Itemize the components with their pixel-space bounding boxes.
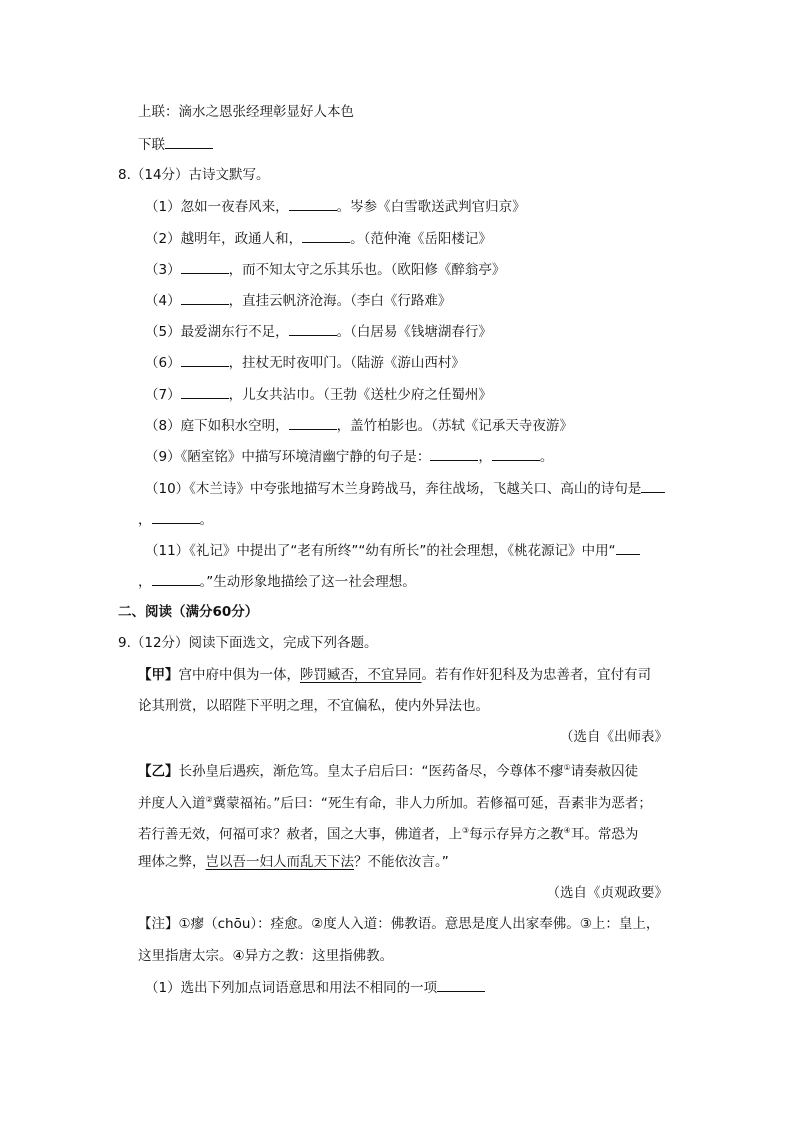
passage-text: 耳。常恐为 xyxy=(570,826,639,843)
couplet-lower xyxy=(138,134,213,155)
annotation-line2: 这里指唐太宗。④异方之教：这里指佛教。 xyxy=(138,948,394,964)
underlined-phrase: 岂以吾一妇人而乱天下法 xyxy=(205,854,354,870)
annotation-line1: 【注】①瘳（chōu）：痊愈。②度人入道：佛教语。意思是度人出家奉佛。③上：皇上， xyxy=(138,916,660,932)
answer-blank[interactable] xyxy=(152,509,200,524)
footnote-ref: ③ xyxy=(462,826,470,835)
section-title: 二、阅读（满分60分） xyxy=(118,604,259,620)
question-text: （1）选出下列加点词语意思和用法不相同的一项 xyxy=(145,980,438,996)
poem-text: （2）越明年，政通人和， xyxy=(145,231,303,247)
passage-tag: 【乙】 xyxy=(138,763,179,780)
poem-item xyxy=(145,415,573,436)
answer-blank[interactable] xyxy=(181,259,229,274)
answer-blank[interactable] xyxy=(437,977,485,992)
poem-text: 。（白居易《钱塘湖春行》 xyxy=(336,324,492,340)
passage-text: 并度人入道 xyxy=(138,795,206,812)
poem-item xyxy=(145,384,492,405)
poem-text: ， xyxy=(138,574,152,590)
couplet-upper: 上联：滴水之恩张经理彰显好人本色 xyxy=(138,104,354,120)
answer-blank[interactable] xyxy=(181,384,229,399)
answer-blank[interactable] xyxy=(641,478,665,493)
footnote-ref: ① xyxy=(563,763,571,772)
answer-blank[interactable] xyxy=(302,228,350,243)
answer-blank[interactable] xyxy=(492,446,540,461)
passage-text: 。若有作奸犯科及为忠善者，宜付有司 xyxy=(421,667,651,683)
answer-blank[interactable] xyxy=(616,540,640,555)
poem-text: （9）《陋室铭》中描写环境清幽宁静的句子是： xyxy=(145,449,431,465)
poem-text: ，儿女共沾巾。（王勃《送杜少府之任蜀州》 xyxy=(228,387,492,403)
poem-item xyxy=(145,196,526,217)
passage-yi-line2 xyxy=(138,790,652,814)
footnote-ref: ④ xyxy=(563,826,571,835)
passage-yi-line1 xyxy=(138,758,638,782)
question-8-header: 8.（14分）古诗文默写。 xyxy=(118,167,270,183)
answer-blank[interactable] xyxy=(165,134,213,149)
poem-text: 。岑参《白雪歌送武判官归京》 xyxy=(336,199,526,215)
poem-text: （8）庭下如积水空明， xyxy=(145,418,289,434)
question-9-header: 9.（12分）阅读下面选文，完成下列各题。 xyxy=(118,635,378,651)
poem-text: ，拄杖无时夜叩门。（陆游《游山西村》 xyxy=(228,355,465,371)
poem-text: ，直挂云帆济沧海。（李白《行路难》 xyxy=(228,293,452,309)
poem-text: （10）《木兰诗》中夸张地描写木兰身跨战马，奔往战场，飞越关口、高山的诗句是 xyxy=(145,481,642,497)
passage-yi-line4 xyxy=(138,852,449,872)
footnote-ref: ② xyxy=(205,795,213,804)
poem-item xyxy=(145,352,465,373)
poem-text: 。 xyxy=(539,449,554,465)
passage-text: 宫中府中俱为一体， xyxy=(178,667,300,683)
passage-text: 若行善无效，何福可求？赦者，国之大事，佛道者，上 xyxy=(138,826,462,843)
poem-text: （1）忽如一夜春风来， xyxy=(145,199,289,215)
answer-blank[interactable] xyxy=(181,290,229,305)
poem-item-10-cont xyxy=(138,509,213,530)
poem-item xyxy=(145,259,505,280)
passage-text: 理体之弊， xyxy=(138,854,206,870)
poem-item-10 xyxy=(145,478,665,499)
poem-text: 。 xyxy=(199,512,213,528)
answer-blank[interactable] xyxy=(430,446,478,461)
poem-item xyxy=(145,228,492,249)
passage-text: ？不能依汝言。” xyxy=(354,854,449,870)
passage-text: 冀蒙福祐。”后曰：“死生有命，非人力所加。若修福可延，吾素非为恶者； xyxy=(212,795,652,812)
poem-item-11-cont xyxy=(138,571,416,592)
poem-text: （7） xyxy=(145,387,181,403)
poem-text: （11）《礼记》中提出了“老有所终”“幼有所长”的社会理想，《桃花源记》中用“ xyxy=(145,543,616,559)
poem-text: 。”生动形象地描绘了这一社会理想。 xyxy=(199,574,416,590)
poem-text: 。（范仲淹《岳阳楼记》 xyxy=(350,231,492,247)
answer-blank[interactable] xyxy=(181,352,229,367)
poem-item-9 xyxy=(145,446,553,467)
passage-tag: 【甲】 xyxy=(138,667,179,683)
passage-yi-source: （选自《贞观政要》 xyxy=(546,885,668,901)
passage-jia-line1 xyxy=(138,665,651,685)
poem-text: （6） xyxy=(145,355,181,371)
poem-text: （3） xyxy=(145,262,181,278)
poem-item-11 xyxy=(145,540,640,561)
poem-item xyxy=(145,321,492,342)
passage-text: 每示存异方之教 xyxy=(469,826,564,843)
answer-blank[interactable] xyxy=(152,571,200,586)
poem-text: ，而不知太守之乐其乐也。（欧阳修《醉翁亭》 xyxy=(228,262,506,278)
poem-item xyxy=(145,290,451,311)
answer-blank[interactable] xyxy=(289,415,337,430)
passage-jia-source: （选自《出师表》 xyxy=(560,729,668,745)
passage-yi-line3 xyxy=(138,821,638,845)
underlined-phrase: 陟罚臧否，不宜异同 xyxy=(300,667,422,683)
answer-blank[interactable] xyxy=(289,196,337,211)
passage-text: 长孙皇后遇疾，渐危笃。皇太子启后曰：“医药备尽，今尊体不瘳 xyxy=(178,763,564,780)
poem-text: （5）最爱湖东行不足， xyxy=(145,324,289,340)
poem-text: （4） xyxy=(145,293,181,309)
couplet-lower-label: 下联 xyxy=(138,137,165,153)
answer-blank[interactable] xyxy=(289,321,337,336)
passage-text: 请奏赦囚徒 xyxy=(570,763,639,780)
poem-text: ，盖竹柏影也。（苏轼《记承天寺夜游》 xyxy=(336,418,573,434)
poem-text: ， xyxy=(138,512,152,528)
passage-jia-line2: 论其刑赏，以昭陛下平明之理，不宜偏私，使内外异法也。 xyxy=(138,698,489,714)
sub-question-1 xyxy=(145,977,485,998)
poem-text: ， xyxy=(478,449,492,465)
